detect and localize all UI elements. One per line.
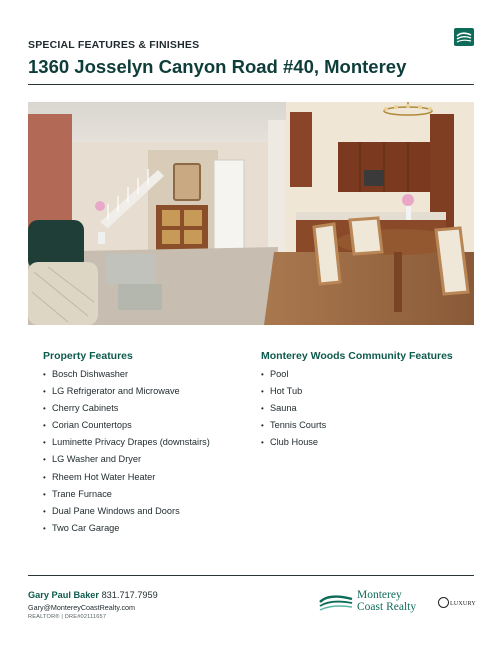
wave-logo-icon bbox=[319, 593, 353, 611]
luxury-partner-logo bbox=[438, 598, 476, 609]
agent-contact bbox=[28, 590, 158, 600]
list-item: • Two Car Garage bbox=[43, 522, 253, 539]
page-title: 1360 Josselyn Canyon Road #40, Monterey bbox=[28, 56, 407, 77]
logo-line-1: Monterey bbox=[357, 589, 402, 601]
bottom-divider bbox=[28, 575, 474, 576]
globe-icon bbox=[438, 597, 449, 608]
list-item: • Pool bbox=[261, 368, 481, 385]
list-item: • Corian Countertops bbox=[43, 419, 253, 436]
list-item: • Tennis Courts bbox=[261, 419, 481, 436]
wave-logo-icon bbox=[454, 28, 474, 46]
community-features-list bbox=[261, 368, 481, 453]
list-item: • Hot Tub bbox=[261, 385, 481, 402]
list-item: • Luminette Privacy Drapes (downstairs) bbox=[43, 436, 253, 453]
agent-email[interactable]: Gary@MontereyCoastRealty.com bbox=[28, 603, 136, 612]
agent-license: REALTOR® | DRE#02111657 bbox=[28, 614, 107, 620]
list-item: • Cherry Cabinets bbox=[43, 402, 253, 419]
community-features-section bbox=[261, 350, 481, 453]
property-features-list bbox=[43, 368, 253, 539]
list-item: • Club House bbox=[261, 436, 481, 453]
logo-line-2: Coast Realty bbox=[357, 601, 417, 613]
section-eyebrow: SPECIAL FEATURES & FINISHES bbox=[28, 39, 200, 51]
top-divider bbox=[28, 84, 474, 85]
list-item: • LG Refrigerator and Microwave bbox=[43, 385, 253, 402]
property-features-heading: Property Features bbox=[43, 350, 133, 362]
agent-phone[interactable]: 831.717.7959 bbox=[101, 590, 158, 600]
interior-photo bbox=[28, 102, 474, 325]
list-item: • Dual Pane Windows and Doors bbox=[43, 505, 253, 522]
list-item: • Bosch Dishwasher bbox=[43, 368, 253, 385]
community-features-heading: Monterey Woods Community Features bbox=[261, 350, 453, 362]
list-item: • Sauna bbox=[261, 402, 481, 419]
brand-badge bbox=[454, 28, 474, 46]
brokerage-logo bbox=[319, 588, 431, 616]
luxury-label: LUXURY bbox=[450, 600, 476, 607]
property-features-section bbox=[43, 350, 253, 539]
list-item: • Rheem Hot Water Heater bbox=[43, 471, 253, 488]
agent-name: Gary Paul Baker bbox=[28, 590, 99, 600]
list-item: • Trane Furnace bbox=[43, 488, 253, 505]
list-item: • LG Washer and Dryer bbox=[43, 453, 253, 470]
